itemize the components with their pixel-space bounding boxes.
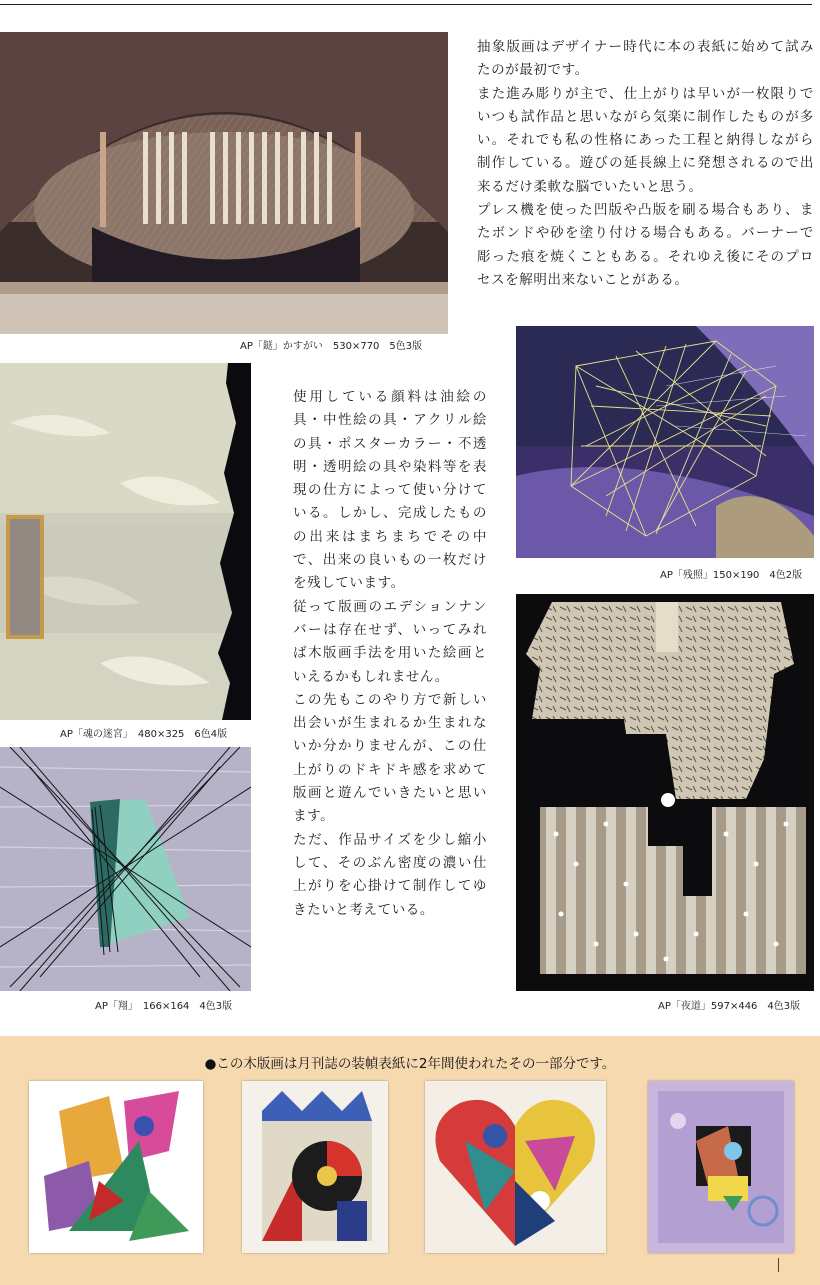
cover-thumbnail [242,1081,388,1253]
artwork-kasugai-caption: AP「鎹」かすがい 530×770 5色3版 [240,341,423,352]
body-paragraph: 使用している顔料は油絵の具・中性絵の具・アクリル絵の具・ポスターカラー・不透明・透明絵の具や染料等を表現の仕方によって使い分けている。しかし、完成したものの出来はまちまちでその中で、出来の良いもの一枚だけを残しています。 [293,389,487,592]
artwork-yomichi-image [516,594,814,991]
cover-thumbnail [425,1081,606,1253]
artwork-kakeru-caption: AP「翔」 166×164 4色3版 [95,1001,233,1012]
covers-section-title: ●この木版画は月刊誌の装幀表紙に2年間使われたその一部分です。 [204,1056,616,1072]
cover-thumbnail [648,1081,794,1253]
intro-paragraph: プレス機を使った凹版や凸版を刷る場合もあり、またボンドや砂を塗り付ける場合もある。バーナーで彫った痕を焼くこともある。それゆえ後にそのプロセスを解明出来ないことがある。 [477,202,814,288]
artwork-kakeru-image [0,747,251,991]
top-rule [0,4,812,5]
body-text-block [293,386,487,922]
artwork-zansho-caption: AP「残照」150×190 4色2版 [660,570,803,581]
artwork-tamashii-image [0,363,251,720]
page-marker [778,1258,779,1272]
artwork-yomichi-caption: AP「夜道」597×446 4色3版 [658,1001,801,1012]
cover-thumbnail [29,1081,203,1253]
artwork-tamashii-caption: AP「魂の迷宮」 480×325 6色4版 [60,729,228,740]
artwork-zansho-image [516,326,814,558]
artwork-kasugai-image [0,32,448,334]
body-paragraph: ただ、作品サイズを少し縮小して、そのぶん密度の濃い仕上がりを心掛けて制作してゆきたいと考えている。 [293,831,487,918]
intro-text-block [477,36,814,292]
intro-paragraph: 抽象版画はデザイナー時代に本の表紙に始めて試みたのが最初です。 [477,39,814,79]
intro-paragraph: また進み彫りが主で、仕上がりは早いが一枚限りでいつも試作品と思いながら気楽に制作したものが多い。それでも私の性格にあった工程と納得しながら制作している。遊びの延長線上に発想されるので出来るだけ柔軟な脳でいたいと思う。 [477,85,814,195]
body-paragraph: 従って版画のエデションナンバーは存在せず、いってみれば木版画手法を用いた絵画といえるかもしれません。 [293,598,487,685]
body-paragraph: この先もこのやり方で新しい出会いが生まれるか生まれないか分かりませんが、この仕上がりのドキドキ感を求めて版画と遊んでいきたいと思います。 [293,691,487,825]
